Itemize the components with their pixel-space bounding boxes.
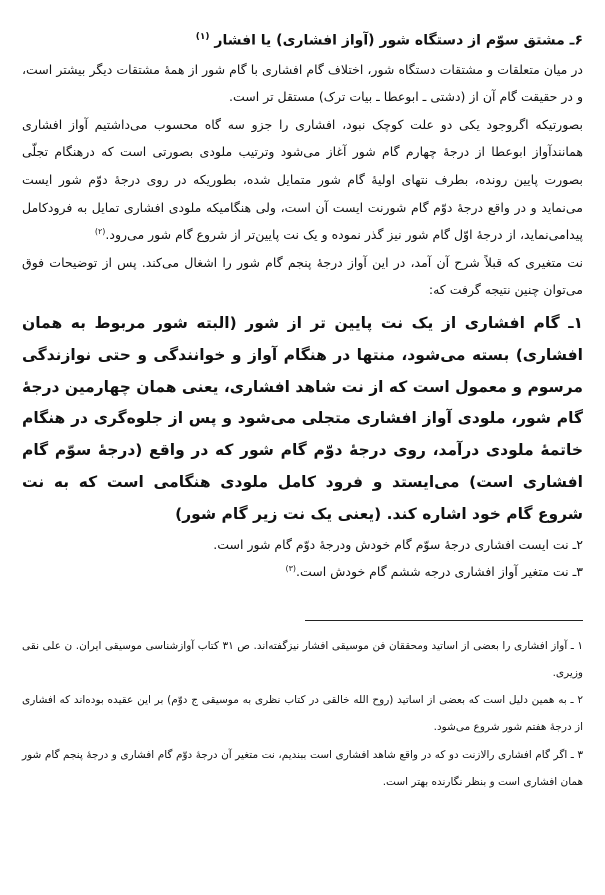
paragraph-melody — [22, 111, 583, 249]
paragraph-intro — [22, 56, 583, 111]
footnote-1 — [22, 633, 583, 687]
footnote-text: ۲ ـ به همین دلیل است که بعضی از اساتید (روح الله خالقی در کتاب نظری به موسیقی ج دوّم) بر این عقیده بوده‌اند که افشاری از درجهٔ هفتم شور شروع می‌شود. — [22, 694, 583, 734]
footnote-2 — [22, 687, 583, 741]
conclusion-point-2 — [22, 533, 583, 557]
point-text: ۳ـ نت متغیر آواز افشاری درجه ششم گام خودش است. — [296, 563, 583, 579]
paragraph-text: نت متغیری که قبلاً شرح آن آمد، در این آواز درجهٔ پنجم گام شور را اشغال می‌کند. پس از توضیحات فوق می‌توان چنین نتیجه گرفت که: — [22, 254, 583, 298]
footnote-ref-3: (۳) — [285, 563, 296, 573]
footnote-text: ۱ ـ آواز افشاری را بعضی از اساتید ومحققان فن موسیقی افشار نیزگفته‌اند. ص ۳۱ کتاب آوازشناسی موسیقی ایران. ن علی نقی وزیری. — [22, 639, 584, 679]
conclusion-point-1 — [22, 308, 583, 531]
paragraph-text: بصورتیکه اگروجود یکی دو علت کوچک نبود، افشاری را جزو سه گاه محسوب می‌داشتیم آواز افشاری همانندآواز ابوعطا از درجهٔ چهارم گام شور آغاز می‌شود وترتیب ملودی بصورتی است که درهنگام تجلّی بصورت پایین رونده، بطرف نتهای اولیهٔ گام شور متمایل شده، بطوریکه در روی درجهٔ دوّم شور ایست می‌نماید و در واقع درجهٔ دوّم گام شورنت ایست آن است، ولی هنگامیکه ملودی افشاری تمایل به فرودکامل پیدامی‌نماید، از درجهٔ اوّل گام شور نیز گذر نموده و یک نت پایین‌تر از شروع گام شور می‌رود. — [22, 116, 583, 243]
footnote-text: ۳ ـ اگر گام افشاری رالازنت دو که در واقع شاهد افشاری است ببندیم، نت متغیر آن درجهٔ دوّم گام افشاری و درجهٔ پنجم گام شور همان افشاری است و بنظر نگارنده بهتر است. — [22, 748, 583, 788]
conclusion-point-3 — [22, 557, 583, 584]
conclusion-text: ۱ـ گام افشاری از یک نت پایین تر از شور (البته شور مربوط به همان افشاری) بسته می‌شود، منتها در هنگام آواز و خوانندگی و حتی نوازندگی مرسوم و معمول است که از نت شاهد افشاری، یعنی همان چهارمین درجهٔ گام شور، ملودی آواز افشاری متجلی می‌شود و پس از جلوه‌گری در هنگام خاتمهٔ ملودی درآمد، روی درجهٔ دوّم گام شور که در واقع (درجهٔ سوّم گام افشاری است) می‌ایستد و فرود کامل ملودی هنگامی است که به نت شروع گام خود اشاره کند. (یعنی یک نت زیر گام شور) — [22, 314, 583, 523]
footnote-ref-2: (۲) — [94, 227, 106, 237]
point-text: ۲ـ نت ایست افشاری درجهٔ سوّم گام خودش ودرجهٔ دوّم گام شور است. — [213, 536, 583, 552]
paragraph-variable-note — [22, 249, 583, 304]
footnote-divider — [305, 620, 583, 621]
section-heading-text: ۶ـ مشتق سوّم از دستگاه شور (آواز افشاری) یا افشار — [214, 32, 583, 49]
footnote-ref-1: (۱) — [195, 32, 210, 42]
section-heading — [22, 26, 583, 52]
paragraph-text: در میان متعلقات و مشتقات دستگاه شور، اختلاف گام افشاری با گام شور از همهٔ مشتقات دیگر بیشتر است، و در حقیقت گام آن از (دشتی ـ ابوعطا ـ بیات ترک) مستقل تر است. — [22, 61, 583, 105]
footnote-3 — [22, 742, 583, 796]
